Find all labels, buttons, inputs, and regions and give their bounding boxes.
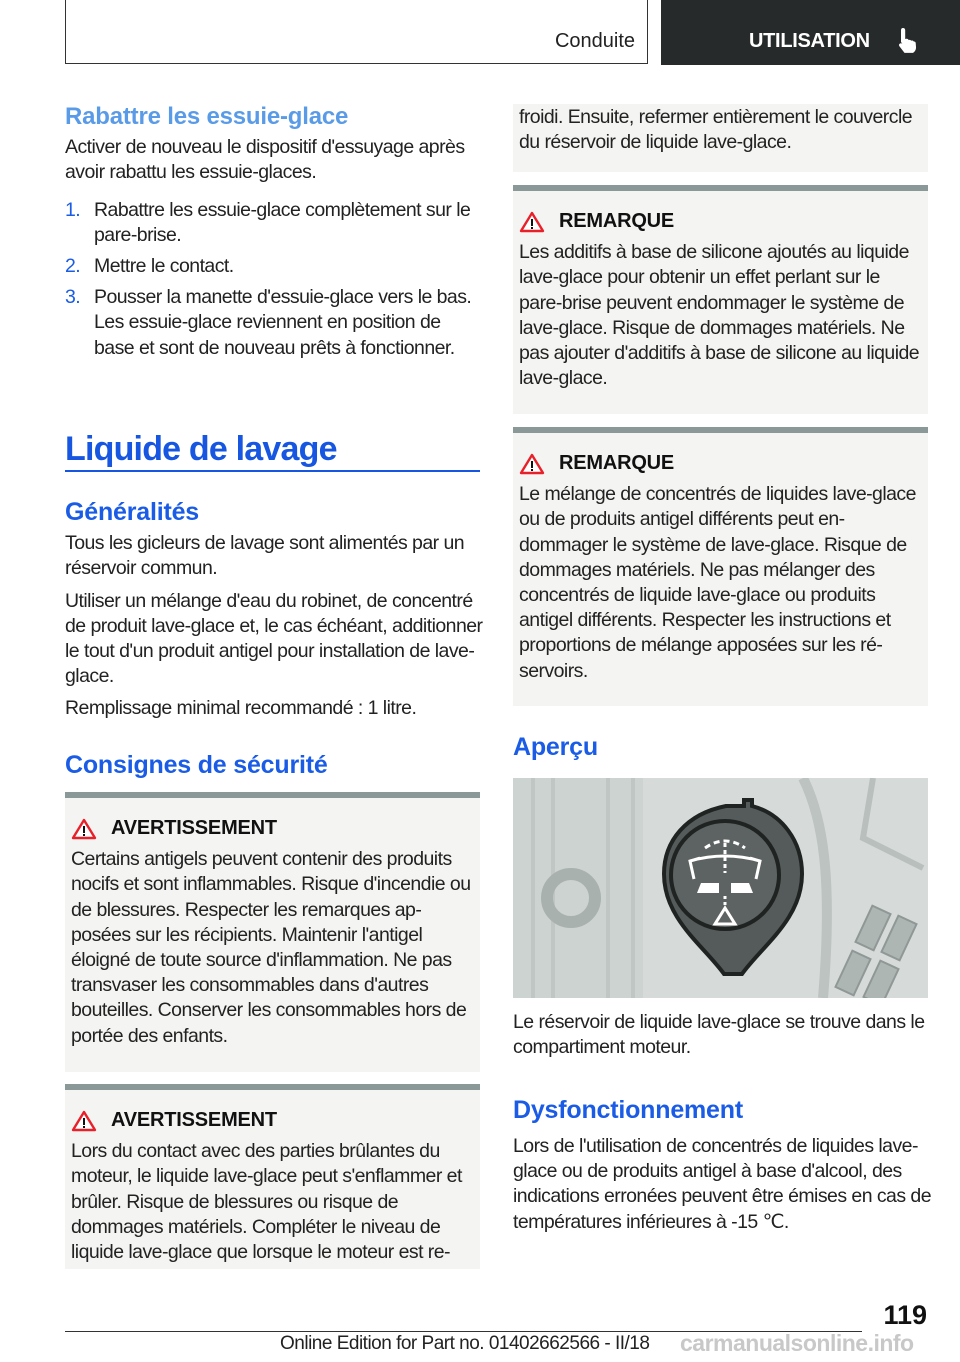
dysfonctionnement-paragraph: Lors de l'utilisation de concentrés de liquides lave-glace ou de produits antigel à base d'alcool, des indications erronées peuvent être émises en cas de températures inférieures à -15 ℃. xyxy=(513,1135,932,1233)
remark-title: REMARQUE xyxy=(559,452,675,474)
warning-triangle-icon xyxy=(519,453,545,475)
list-item: 2. Mettre le contact. xyxy=(65,255,234,278)
remark-title: REMARQUE xyxy=(559,210,675,232)
warning-text: Certains antigels peuvent contenir des produits nocifs et sont inflammables. Risque d'incendie ou de blessures. Respecter les remarques apposées sur les récipients. Maintenir l'antigel éloigné de toute source d'inflammation. Ne pas transvaser les consommables dans d'autres bouteilles. Conserver les consommables hors de portée des enfants. xyxy=(71,848,471,1047)
apercu-caption: Le réservoir de liquide lave-glace se trouve dans le compartiment moteur. xyxy=(513,1011,925,1059)
header-section xyxy=(65,0,648,64)
warning-triangle-icon xyxy=(71,818,97,840)
paragraph: Tous les gicleurs de lavage sont alimentés par un réservoir commun. xyxy=(65,532,465,580)
warning-box xyxy=(65,1084,480,1269)
watermark: carmanualsonline.info xyxy=(680,1330,914,1356)
warning-title: AVERTISSEMENT xyxy=(111,817,277,839)
washer-reservoir-cap-image xyxy=(513,778,928,998)
warning-triangle-icon xyxy=(519,211,545,233)
generalites-section xyxy=(65,500,483,729)
header-chapter xyxy=(661,0,960,65)
warning-text: Lors du contact avec des parties brûlantes du moteur, le liquide lave-glace peut s'enflammer et brûler. Risque de blessures ou risque de dommages matériels. Compléter le niveau de liquide lave-glace que lorsque le moteur est re- xyxy=(71,1140,462,1264)
remark-box xyxy=(513,427,928,706)
warning-box-continued xyxy=(513,104,928,172)
heading-dysfonctionnement: Dysfonctionnement xyxy=(513,1096,743,1124)
warning-title: AVERTISSEMENT xyxy=(111,1109,277,1131)
heading-consignes: Consignes de sécurité xyxy=(65,751,328,779)
steps-list xyxy=(65,198,483,361)
page-number: 119 xyxy=(883,1300,927,1330)
heading-rabattre: Rabattre les essuie-glace xyxy=(65,103,349,130)
remark-text: Les additifs à base de silicone ajoutés au liquide lave-glace pour obtenir un effet perlant sur le pare-brise peuvent endommager le système de lave-glace. Risque de dommages matériels. Ne pas ajouter d'additifs à base de silicone au liquide lave-glace. xyxy=(519,241,920,390)
header-chapter-label: UTILISATION xyxy=(749,30,870,52)
paragraph-rabattre: Activer de nouveau le dispositif d'essuyage après avoir rabattu les essuie-glaces. xyxy=(65,136,465,184)
footer-edition: Online Edition for Part no. 01402662566 - II/18 xyxy=(280,1333,650,1354)
list-item: 3. Pousser la manette d'essuie-glace vers le bas. Les essuie-glace reviennent en position de base et sont de nouveau prêts à fonctionner. xyxy=(65,286,472,359)
left-column xyxy=(65,104,483,367)
paragraph: Remplissage minimal recommandé : 1 litre. xyxy=(65,697,417,720)
list-item: 1. Rabattre les essuie-glace complètement sur le pare-brise. xyxy=(65,198,471,246)
hand-pointer-icon xyxy=(895,26,921,54)
warning-box xyxy=(65,792,480,1072)
warning-text: froidi. Ensuite, refermer entièrement le couvercle du réservoir de liquide lave-glace. xyxy=(519,106,913,154)
paragraph: Utiliser un mélange d'eau du robinet, de concentré de produit lave-glace et, le cas échéant, additionner le tout d'un produit antigel pour installation de lave-glace. xyxy=(65,589,483,688)
heading-generalites: Généralités xyxy=(65,498,199,526)
remark-box xyxy=(513,185,928,414)
section-title: Liquide de lavage xyxy=(65,430,480,472)
remark-text: Le mélange de concentrés de liquides lave-glace ou de produits antigel différents peut endommager le système de lave-glace. Risque de dommages matériels. Ne pas mélanger des concentrés de liquide lave-glace ou produits antigel différents. Respecter les instructions et proportions de mélange apposées sur les réservoirs. xyxy=(519,483,916,682)
heading-apercu: Aperçu xyxy=(513,733,598,761)
header-section-label: Conduite xyxy=(554,30,635,52)
warning-triangle-icon xyxy=(71,1110,97,1132)
